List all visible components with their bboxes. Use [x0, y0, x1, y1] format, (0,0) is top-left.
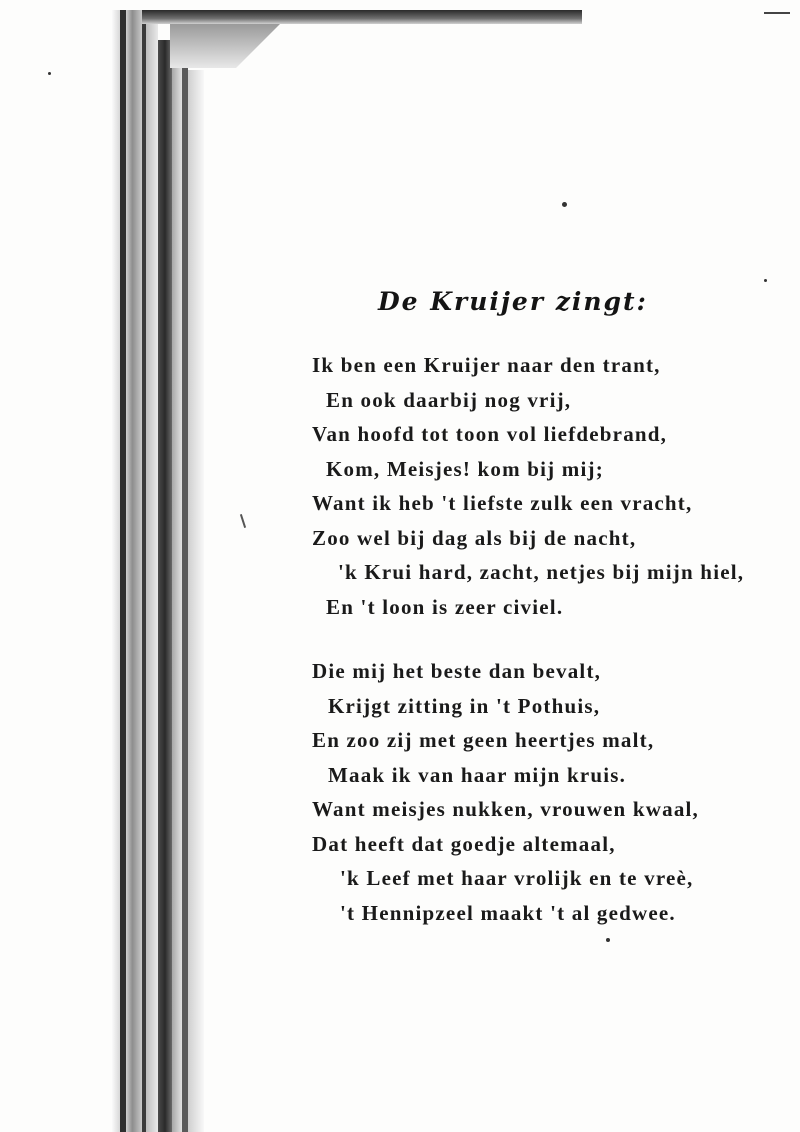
verse-line: 't Hennipzeel maakt 't al gedwee.	[340, 900, 676, 925]
verse-line: Want meisjes nukken, vrouwen kwaal,	[312, 797, 700, 821]
page-fold-shadow	[170, 24, 280, 68]
corner-mark	[764, 12, 790, 14]
scan-mark	[240, 514, 246, 528]
verse-line: Krijgt zitting in 't Pothuis,	[328, 693, 601, 718]
page-top-edge-shadow	[142, 10, 582, 24]
poem-title: De Kruijer zingt:	[378, 287, 648, 316]
verse-line: Want ik heb 't liefste zulk een vracht,	[312, 491, 693, 515]
verse-line: Zoo wel bij dag als bij de nacht,	[312, 525, 637, 550]
verse-line: Ik ben een Kruijer naar den trant,	[312, 353, 661, 377]
book-spine-binding	[112, 10, 204, 1132]
ink-speck	[562, 202, 567, 207]
ink-speck	[606, 938, 610, 942]
ink-speck	[48, 72, 51, 75]
verse-line: Die mij het beste dan bevalt,	[312, 659, 602, 683]
poem-block	[300, 280, 780, 930]
verse-line: 'k Leef met haar vrolijk en te vreè,	[340, 866, 694, 890]
verse-line: Dat heeft dat goedje altemaal,	[312, 831, 616, 856]
stanza-1	[300, 348, 780, 624]
stanza-2	[300, 654, 780, 930]
verse-line: Maak ik van haar mijn kruis.	[328, 762, 627, 787]
verse-line: En ook daarbij nog vrij,	[326, 387, 572, 412]
verse-line: En 't loon is zeer civiel.	[326, 594, 564, 619]
verse-line: Van hoofd tot toon vol liefdebrand,	[312, 422, 668, 446]
verse-line: 'k Krui hard, zacht, netjes bij mijn hiel,	[338, 560, 745, 584]
verse-line: Kom, Meisjes! kom bij mij;	[326, 456, 604, 481]
verse-line: En zoo zij met geen heertjes malt,	[312, 728, 655, 752]
